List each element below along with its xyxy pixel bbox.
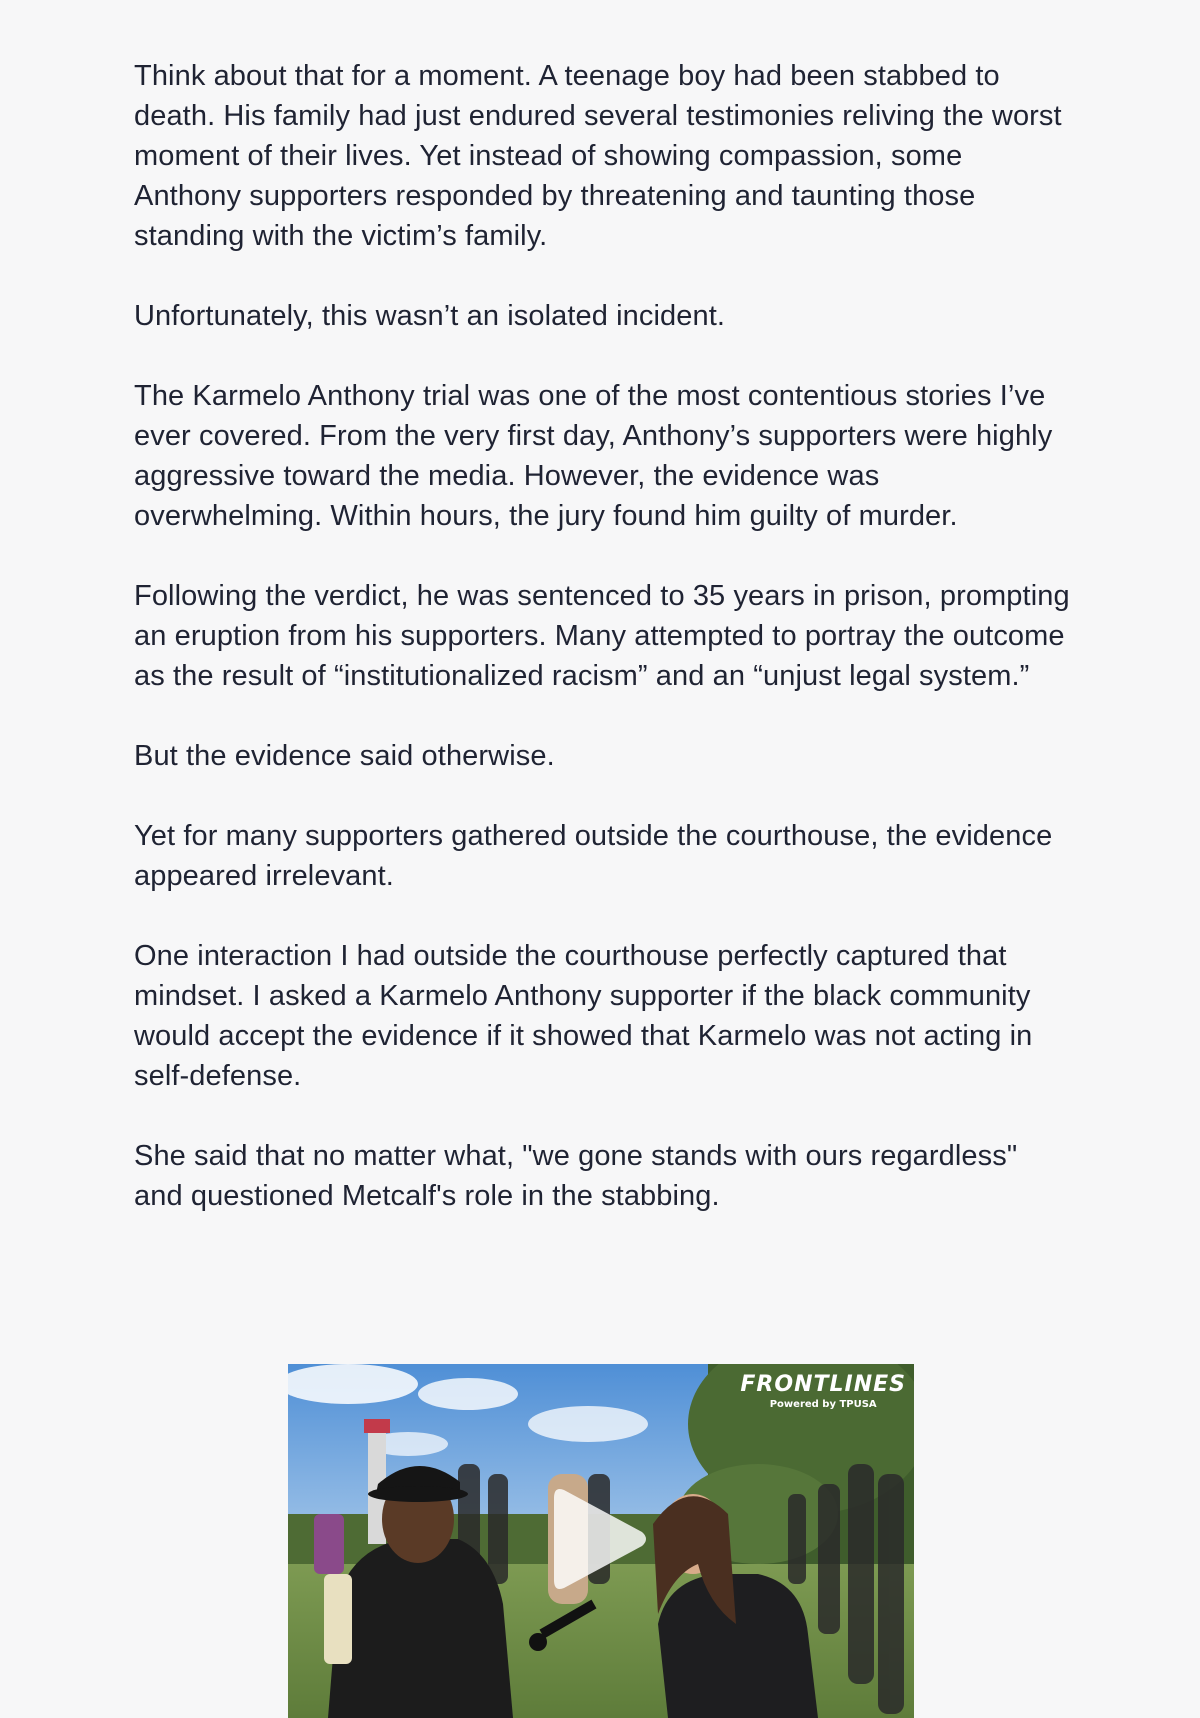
brand-subtitle: Powered by TPUSA bbox=[769, 1399, 877, 1410]
article-paragraph: Yet for many supporters gathered outside the courthouse, the evidence appeared irrelevant. bbox=[134, 820, 1053, 892]
play-icon[interactable] bbox=[550, 1484, 650, 1594]
brand-watermark bbox=[740, 1372, 906, 1412]
article-paragraph: She said that no matter what, "we gone stands with ours regardless" and questioned Metcalf's role in the stabbing. bbox=[134, 1140, 1018, 1212]
article-paragraph: One interaction I had outside the courthouse perfectly captured that mindset. I asked a Karmelo Anthony supporter if the black community would accept the evidence if it showed that Karmelo was not acting in self-defense. bbox=[134, 940, 1033, 1092]
article-paragraph: Think about that for a moment. A teenage boy had been stabbed to death. His family had just endured several testimonies reliving the worst moment of their lives. Yet instead of showing compassion, some Anthony supporters responded by threatening and taunting those standing with the victim’s family. bbox=[134, 60, 1062, 252]
article-paragraph: Unfortunately, this wasn’t an isolated incident. bbox=[134, 300, 726, 332]
article-paragraph: But the evidence said otherwise. bbox=[134, 740, 555, 772]
article-paragraph: Following the verdict, he was sentenced to 35 years in prison, prompting an eruption from his supporters. Many attempted to portray the outcome as the result of “institutionalized racism” and an “unjust legal system.” bbox=[134, 580, 1070, 692]
article-body bbox=[134, 56, 1074, 1256]
brand-logo-text: FRONTLINES bbox=[740, 1372, 906, 1397]
article-paragraph: The Karmelo Anthony trial was one of the most contentious stories I’ve ever covered. From the very first day, Anthony’s supporters were highly aggressive toward the media. However, the evidence was overwhelming. Within hours, the jury found him guilty of murder. bbox=[134, 380, 1053, 532]
embedded-video[interactable] bbox=[288, 1364, 914, 1718]
